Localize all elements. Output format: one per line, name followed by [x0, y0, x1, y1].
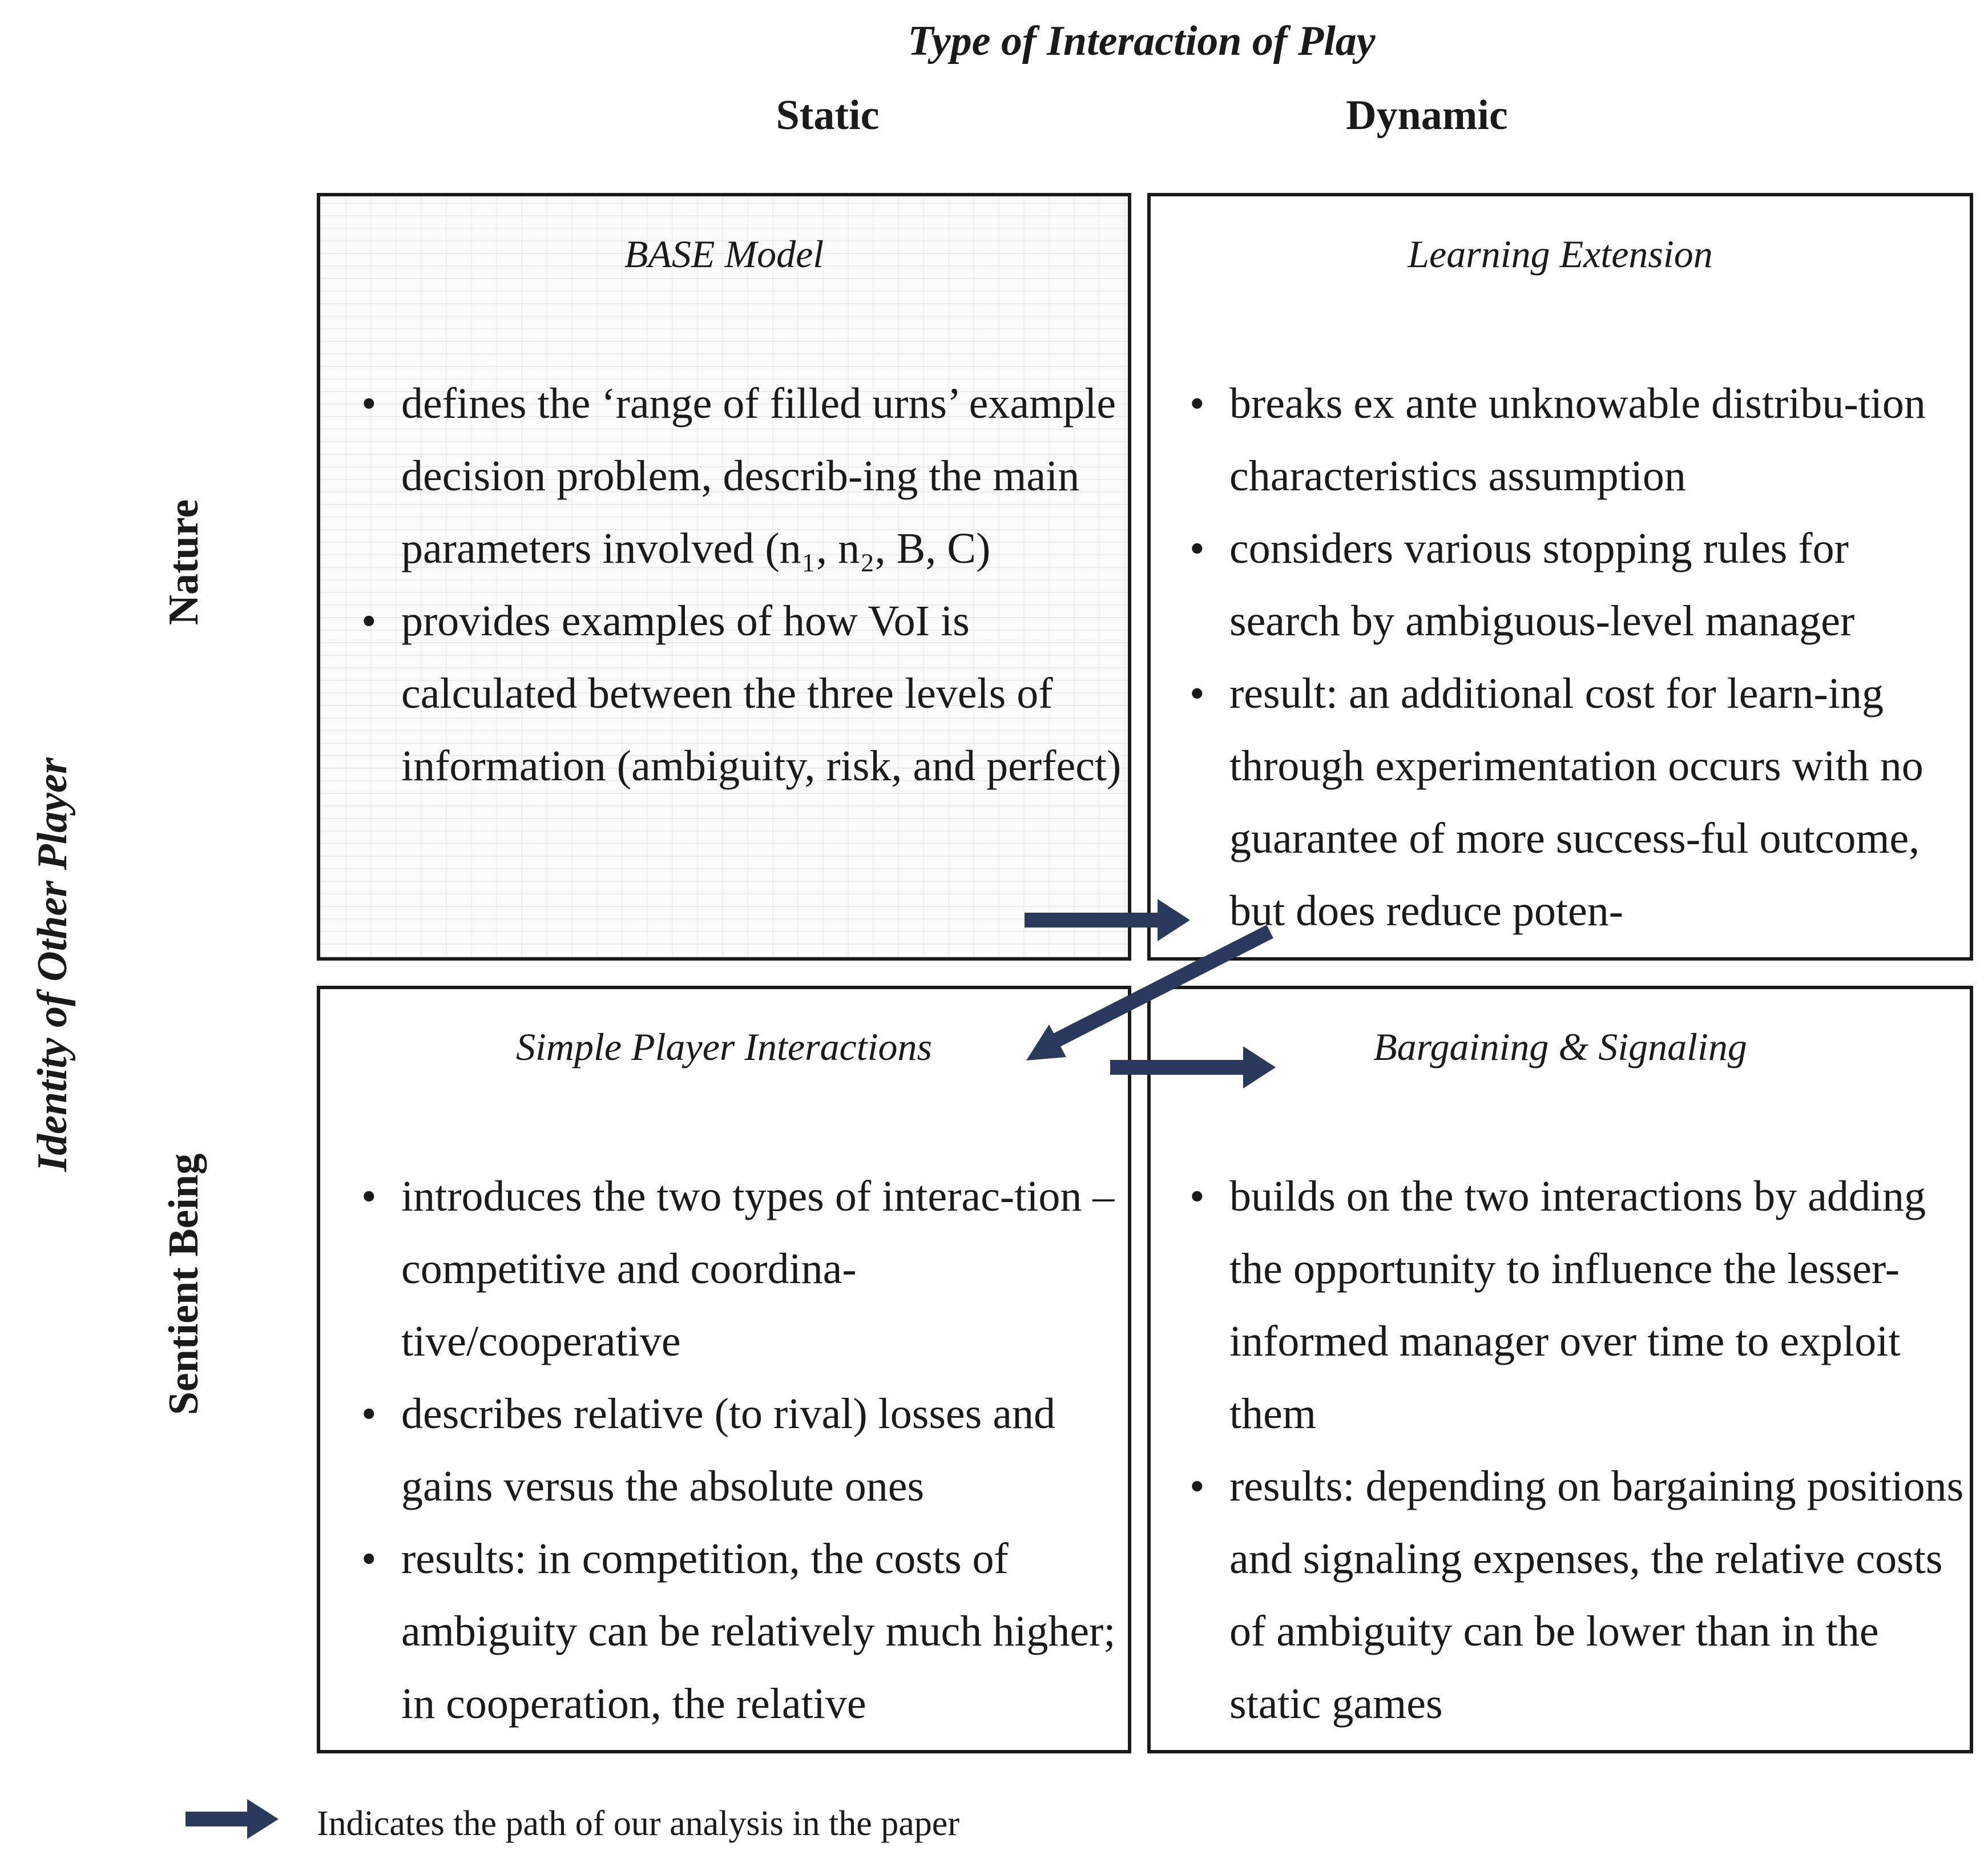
- list-item: • breaks ex ante unknowable distribu-tion characteristics assumption: [1185, 368, 1967, 513]
- cell-title: BASE Model: [624, 232, 824, 276]
- list-item: • result: an additional cost for learn-ing through experimentation occurs with no guarantee of more success-ful outcome, but does reduce poten-: [1185, 658, 1967, 947]
- list-item: • builds on the two interactions by adding the opportunity to influence the lesser-informed manager over time to exploit them: [1185, 1160, 1967, 1450]
- arrow-right-icon: [1110, 1046, 1276, 1088]
- interaction-type-title: Type of Interaction of Play: [908, 18, 1376, 64]
- cell-title: Learning Extension: [1408, 232, 1713, 276]
- identity-axis-title: Identity of Other Player: [29, 757, 76, 1172]
- column-header-static: Static: [776, 92, 880, 139]
- list-item: • results: in competition, the costs of ambiguity can be relatively much higher; in cooperation, the relative: [357, 1523, 1122, 1740]
- row-header-nature: Nature: [160, 499, 207, 626]
- list-item: • considers various stopping rules for search by ambiguous-level manager: [1185, 513, 1967, 658]
- list-item: • results: depending on bargaining positions and signaling expenses, the relative costs of ambiguity can be lower than in the static games: [1185, 1450, 1967, 1740]
- arrow-right-icon: [1025, 899, 1190, 941]
- legend-arrow-icon: [186, 1799, 279, 1839]
- legend-text: Indicates the path of our analysis in the paper: [317, 1804, 959, 1843]
- list-item: • provides examples of how VoI is calculated between the three levels of information (ambiguity, risk, and perfect): [357, 585, 1122, 803]
- cell-title: Simple Player Interactions: [516, 1025, 932, 1068]
- list-item: • describes relative (to rival) losses and gains versus the absolute ones: [357, 1378, 1122, 1523]
- list-item: • defines the ‘range of filled urns’ example decision problem, describ-ing the main parameters involved (n₁, n₂, B, C): [357, 368, 1122, 585]
- row-header-sentient-being: Sentient Being: [160, 1153, 207, 1416]
- list-item: • introduces the two types of interac-tion – competitive and coordina-tive/cooperative: [357, 1160, 1122, 1378]
- column-header-dynamic: Dynamic: [1346, 92, 1508, 139]
- cell-title: Bargaining & Signaling: [1373, 1025, 1747, 1068]
- arrow-down-left-icon: [1026, 932, 1270, 1060]
